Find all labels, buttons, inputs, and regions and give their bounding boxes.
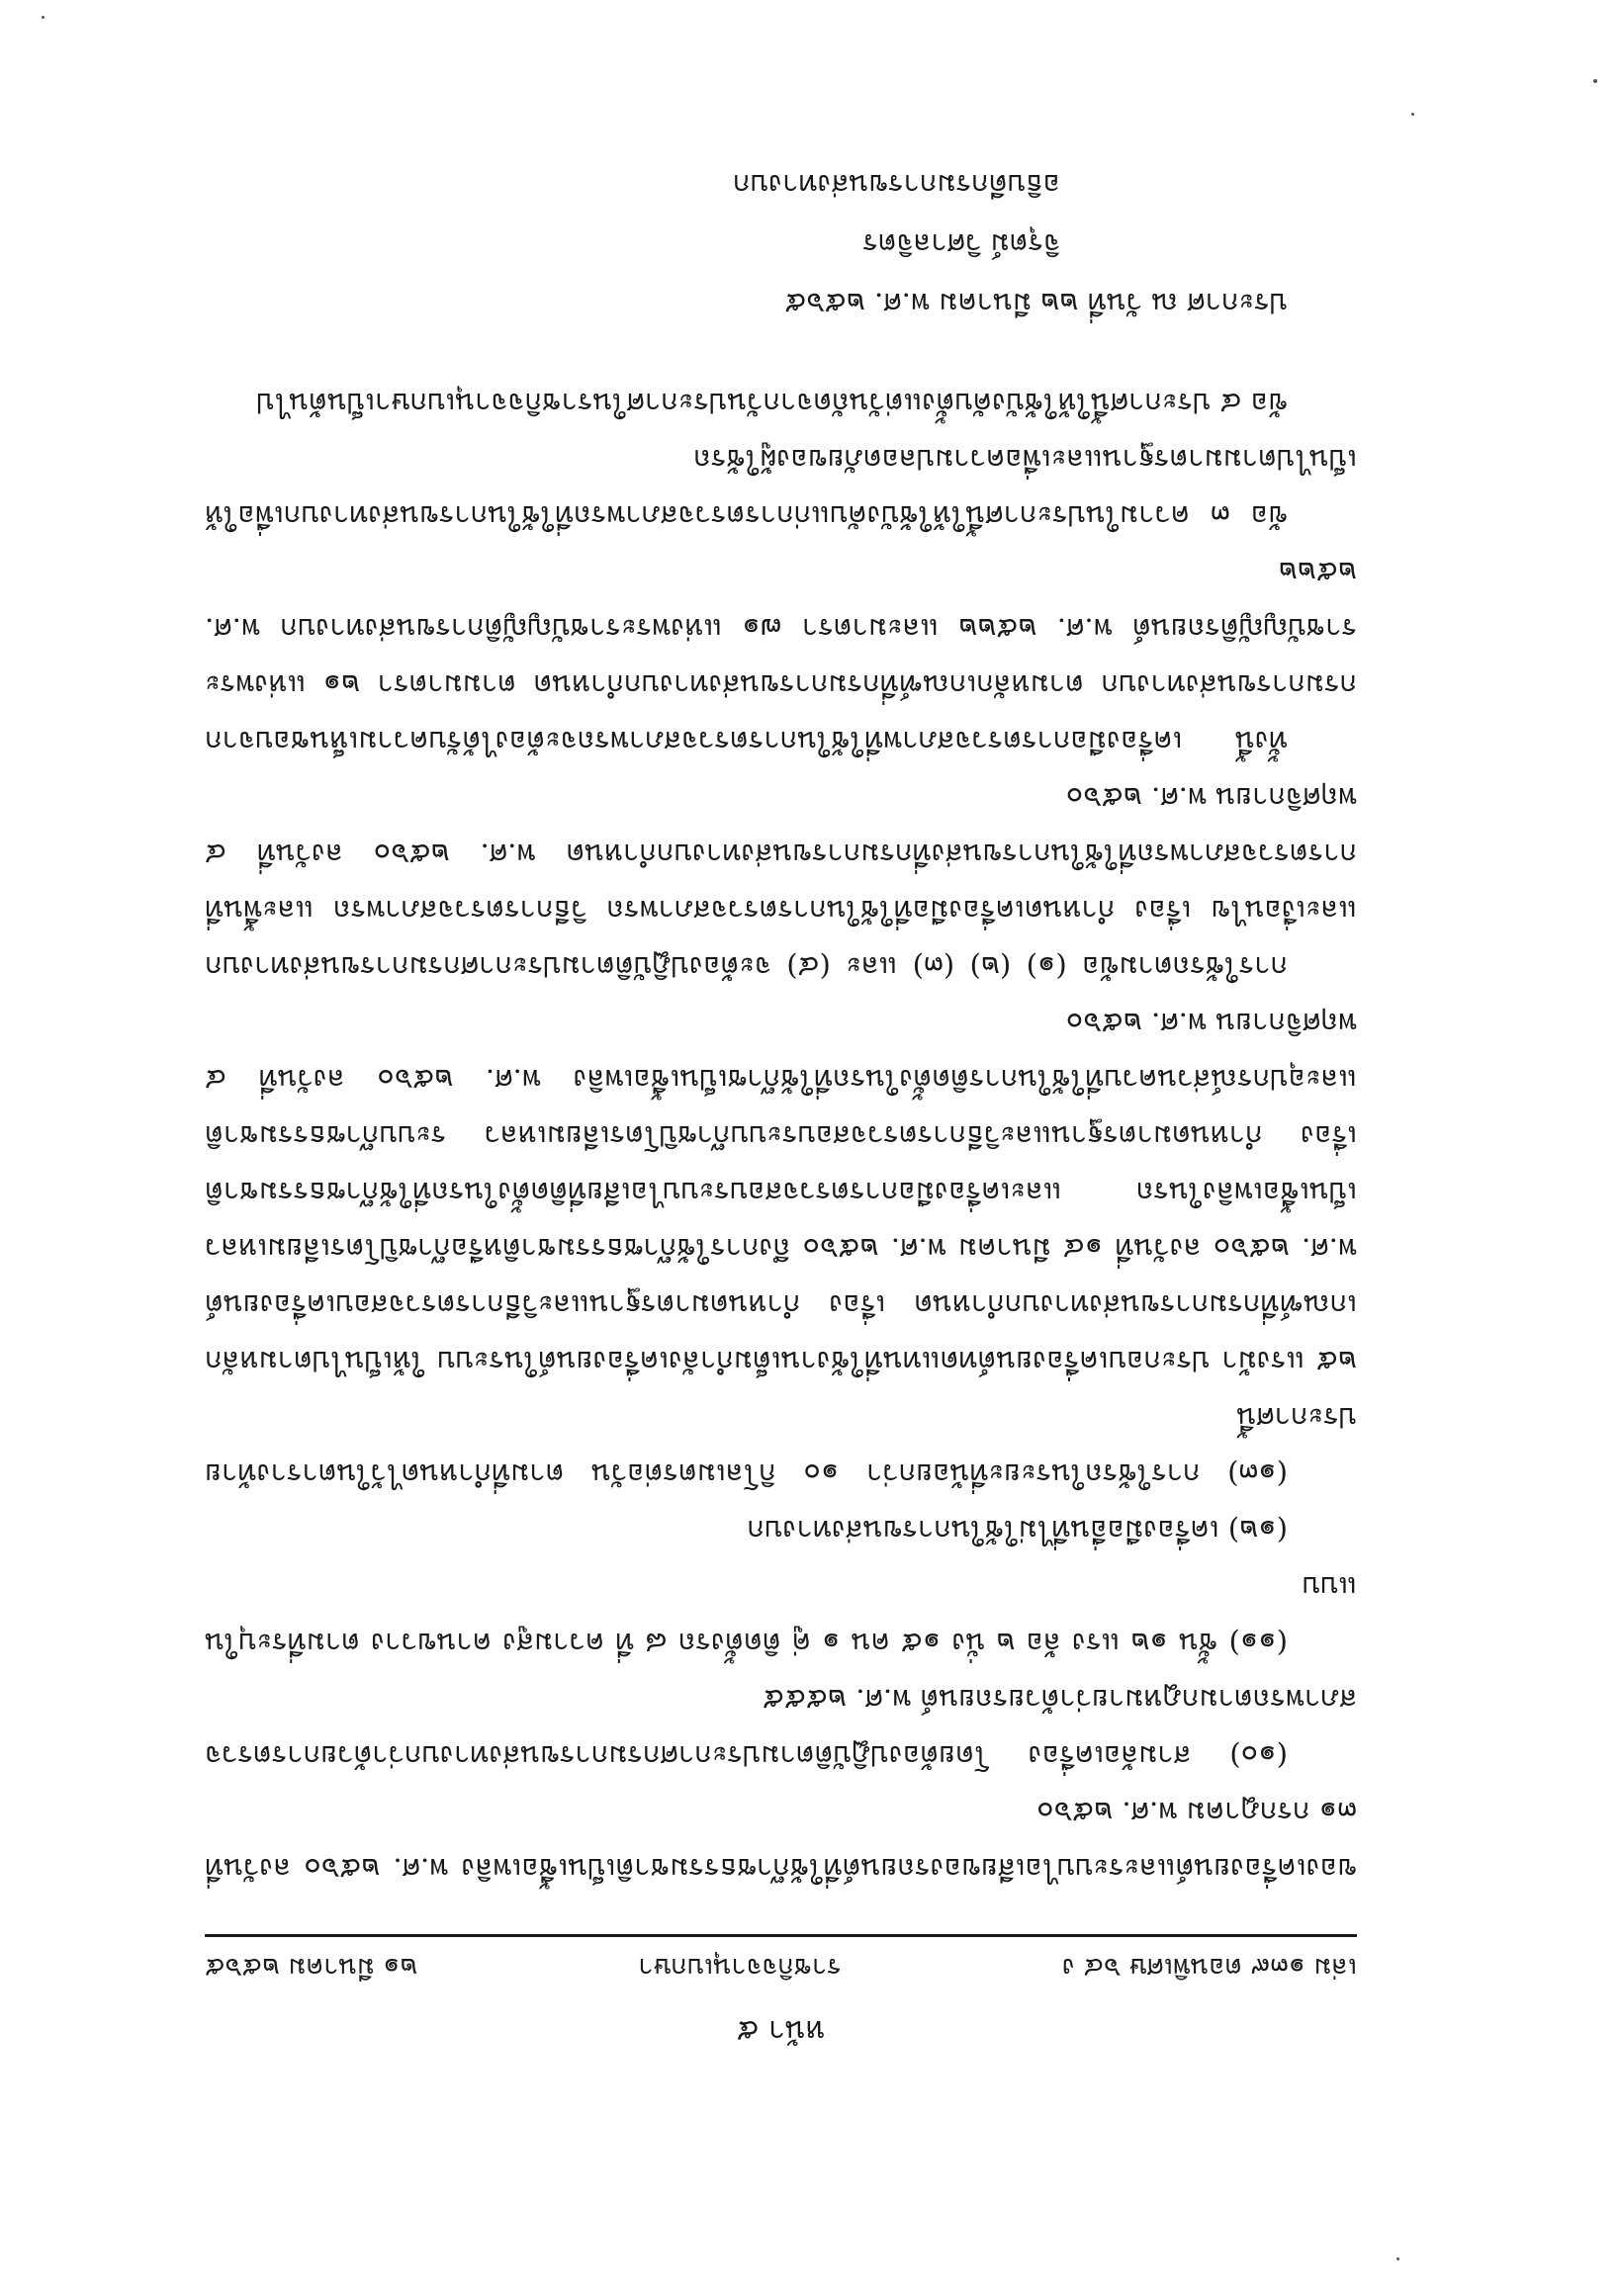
- paragraph-clause-4: ข้อ ๔ ประกาศนี้ให้ใช้บังคับตั้งแต่วันถัดจากวันประกาศในราชกิจจานุเบกษาเป็นต้นไป: [256, 387, 1288, 420]
- scan-speck: [1593, 79, 1597, 83]
- announcement-date: ประกาศ ณ วันที่ ๒๒ มีนาคม พ.ศ. ๒๕๖๕: [784, 287, 1288, 320]
- paragraph-inspection-tools: การใช้รถตามข้อ (๑) (๒) (๓) และ (๔) จะต้องปฏิบัติตามประกาศกรมการขนส่งทางบกและเงื่อนไข เรื่อง กำหนดเครื่องมือที่ใช้ในการตรวจสภาพรถ วิธีการตรวจสภาพรถ และพื้นที่การตรวจสภาพรถที่ใช้ในการขนส่งที่กรมการขนส่งทางบกกำหนด พ.ศ. ๒๕๖๐ ลงวันที่ ๔ พฤศจิกายน พ.ศ. ๒๕๖๐: [205, 781, 1357, 984]
- paragraph-item-11: (๑๑) ชั้น ๑๒ แรง ล้อ ๒ นั่ง ๑๕ คน ๑ คู่ ติดตั้งรถ ๘ ที่ ความสูง คานขวาง ตามที่ระบุในแบบ: [205, 1570, 1357, 1660]
- header-date: ๒๑ มีนาคม ๒๕๖๕: [205, 1952, 418, 1983]
- scan-speck: [1411, 113, 1414, 116]
- paragraph-item-12: (๑๒) เครื่องมืออื่นที่ไม่ใช้ในการขนส่งทางบก: [747, 1514, 1288, 1547]
- paragraph-item-13: (๑๓) การใช้รถในระยะที่น้อยกว่า ๑๐ กิโลเมตรต่อวัน ตามที่กำหนดไว้ในตารางท้ายประกาศนี้: [205, 1401, 1357, 1491]
- signer-position: อธิบดีกรมการขนส่งทางบก: [732, 168, 1060, 202]
- document-content: [205, 155, 1357, 2054]
- page-number: หน้า ๕: [736, 2013, 826, 2048]
- scan-speck: [1396, 2257, 1399, 2260]
- paragraph-intro: ของเครื่องยนต์และระบบไอเสียของรถยนต์ที่ใช้ก๊าซธรรมชาติเป็นเชื้อเพลิง พ.ศ. ๒๕๖๐ ลงวันที่ ๓๑ กรกฎาคม พ.ศ. ๒๕๖๐: [205, 1796, 1357, 1886]
- signer-name: จิรุตม์ วิศาลจิตร: [862, 227, 1060, 261]
- signature-block: [205, 155, 1357, 333]
- paragraph-item-10: (๑๐) สามล้อเครื่อง โดยต้องปฏิบัติตามประกาศกรมการขนส่งทางบกว่าด้วยการตรวจสภาพรถตามกฎหมายว่าด้วยรถยนต์ พ.ศ. ๒๕๕๕: [205, 1683, 1357, 1773]
- header-gazette-title: ราชกิจจานุเบกษา: [638, 1952, 842, 1983]
- paragraph-clause-3: ข้อ ๓ ความในประกาศนี้ให้ใช้บังคับแก่การตรวจสภาพรถที่ใช้ในการขนส่งทางบกเพื่อให้เป็นไปตามมาตรฐานและเพื่อความปลอดภัยของผู้ใช้รถ: [205, 443, 1357, 533]
- header-volume: เล่ม ๑๓๙ ตอนพิเศษ ๖๔ ง: [1061, 1952, 1357, 1983]
- gazette-header: [205, 1934, 1357, 1989]
- paragraph-engine-standard: ๒๕ แรงม้า ประกอบเครื่องยนต์ทดแทนที่ใช้งานเต็มกำลังเครื่องยนต์ในระบบ ให้เป็นไปตามหลักเกณฑ์ที่กรมการขนส่งทางบกกำหนด เรื่อง กำหนดมาตรฐานและวิธีการตรวจสอบเครื่องยนต์ พ.ศ. ๒๕๖๐ ลงวันที่ ๑๔ มีนาคม พ.ศ. ๒๕๖๐ ถึงการใช้ก๊าซธรรมชาติหรือก๊าซปิโตรเลียมเหลวเป็นเชื้อเพลิงในรถ และเครื่องมือการตรวจสอบระบบไอเสียที่ติดตั้งในรถที่ใช้ก๊าซธรรมชาติ เรื่อง กำหนดมาตรฐานและวิธีการตรวจสอบระบบก๊าซปิโตรเลียมเหลว ระบบก๊าซธรรมชาติ และอุปกรณ์ส่วนควบที่ใช้ในการติดตั้งในรถที่ใช้ก๊าซเป็นเชื้อเพลิง พ.ศ. ๒๕๖๐ ลงวันที่ ๔ พฤศจิกายน พ.ศ. ๒๕๖๐: [205, 1007, 1357, 1378]
- paragraph-approval: ทั้งนี้ เครื่องมือการตรวจสภาพที่ใช้ในการตรวจสภาพรถจะต้องได้รับความเห็นชอบจากกรมการขนส่งทางบก ตามหลักเกณฑ์ที่กรมการขนส่งทางบกกำหนด ตามมาตรา ๒๑ แห่งพระราชบัญญัติรถยนต์ พ.ศ. ๒๕๒๒ และมาตรา ๗๑ แห่งพระราชบัญญัติการขนส่งทางบก พ.ศ. ๒๕๒๒: [205, 556, 1357, 758]
- scan-speck: [42, 16, 45, 19]
